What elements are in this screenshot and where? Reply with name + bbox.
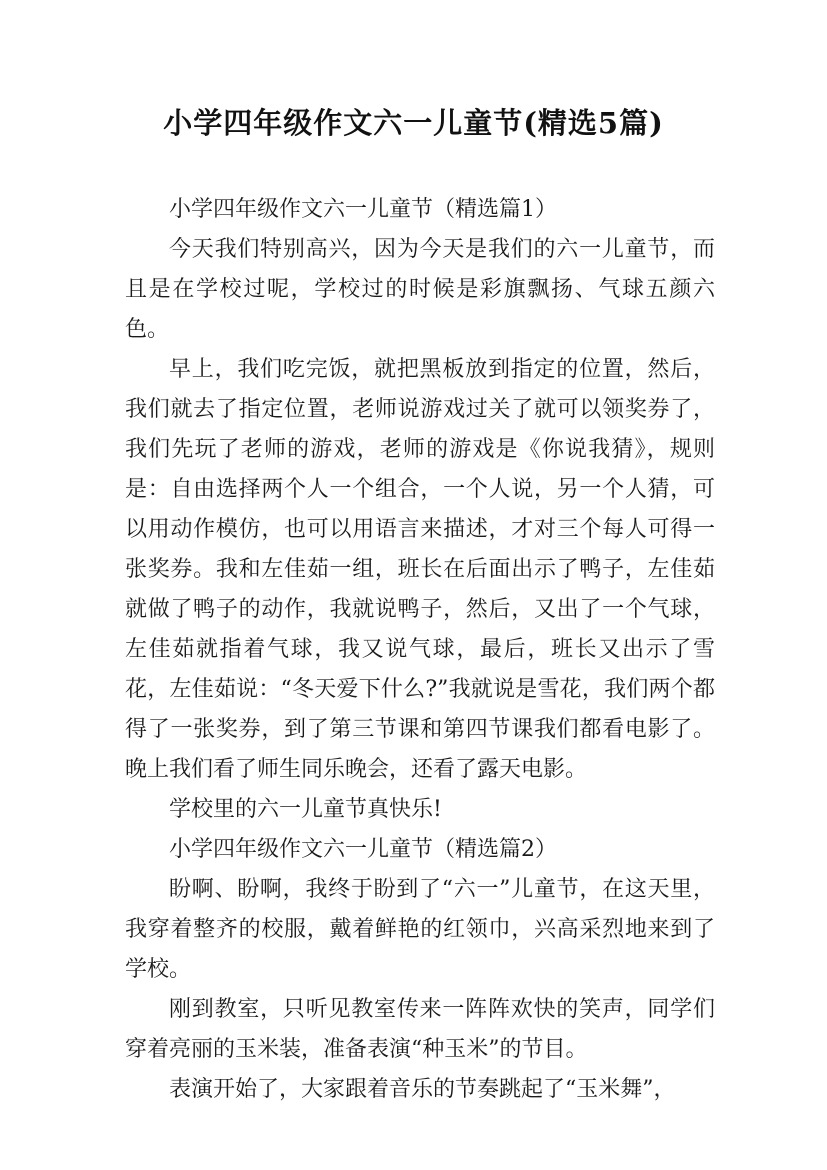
paragraph: 表演开始了，大家跟着音乐的节奏跳起了“玉米舞”， bbox=[169, 1077, 676, 1102]
paragraph: 今天我们特别高兴，因为今天是我们的六一儿童节，而且是在学校过呢，学校过的时候是彩旗飘扬、气球五颜六色。 bbox=[125, 237, 715, 342]
section-heading-2: 小学四年级作文六一儿童节（精选篇2） bbox=[169, 837, 557, 862]
paragraph: 早上，我们吃完饭，就把黑板放到指定的位置，然后，我们就去了指定位置，老师说游戏过关了就可以领奖券了，我们先玩了老师的游戏，老师的游戏是《你说我猜》，规则是：自由选择两个人一个组合，一个人说，另一个人猜，可以用动作模仿，也可以用语言来描述，才对三个每人可得一张奖券。我和左佳茹一组，班长在后面出示了鸭子，左佳茹就做了鸭子的动作，我就说鸭子，然后，又出了一个气球，左佳茹就指着气球，我又说气球，最后，班长又出示了雪花，左佳茹说：“冬天爱下什么?”我就说是雪花，我们两个都得了一张奖券，到了第三节课和第四节课我们都看电影了。晚上我们看了师生同乐晚会，还看了露天电影。 bbox=[125, 357, 715, 782]
section-heading-1: 小学四年级作文六一儿童节（精选篇1） bbox=[169, 197, 557, 222]
document-title: 小学四年级作文六一儿童节(精选5篇) bbox=[163, 106, 664, 140]
document-body bbox=[125, 190, 715, 1110]
paragraph: 盼啊、盼啊，我终于盼到了“六一”儿童节，在这天里，我穿着整齐的校服，戴着鲜艳的红领巾，兴高采烈地来到了学校。 bbox=[125, 877, 715, 982]
paragraph: 学校里的六一儿童节真快乐! bbox=[169, 797, 442, 822]
paragraph: 刚到教室，只听见教室传来一阵阵欢快的笑声，同学们穿着亮丽的玉米装，准备表演“种玉米”的节目。 bbox=[125, 997, 715, 1062]
